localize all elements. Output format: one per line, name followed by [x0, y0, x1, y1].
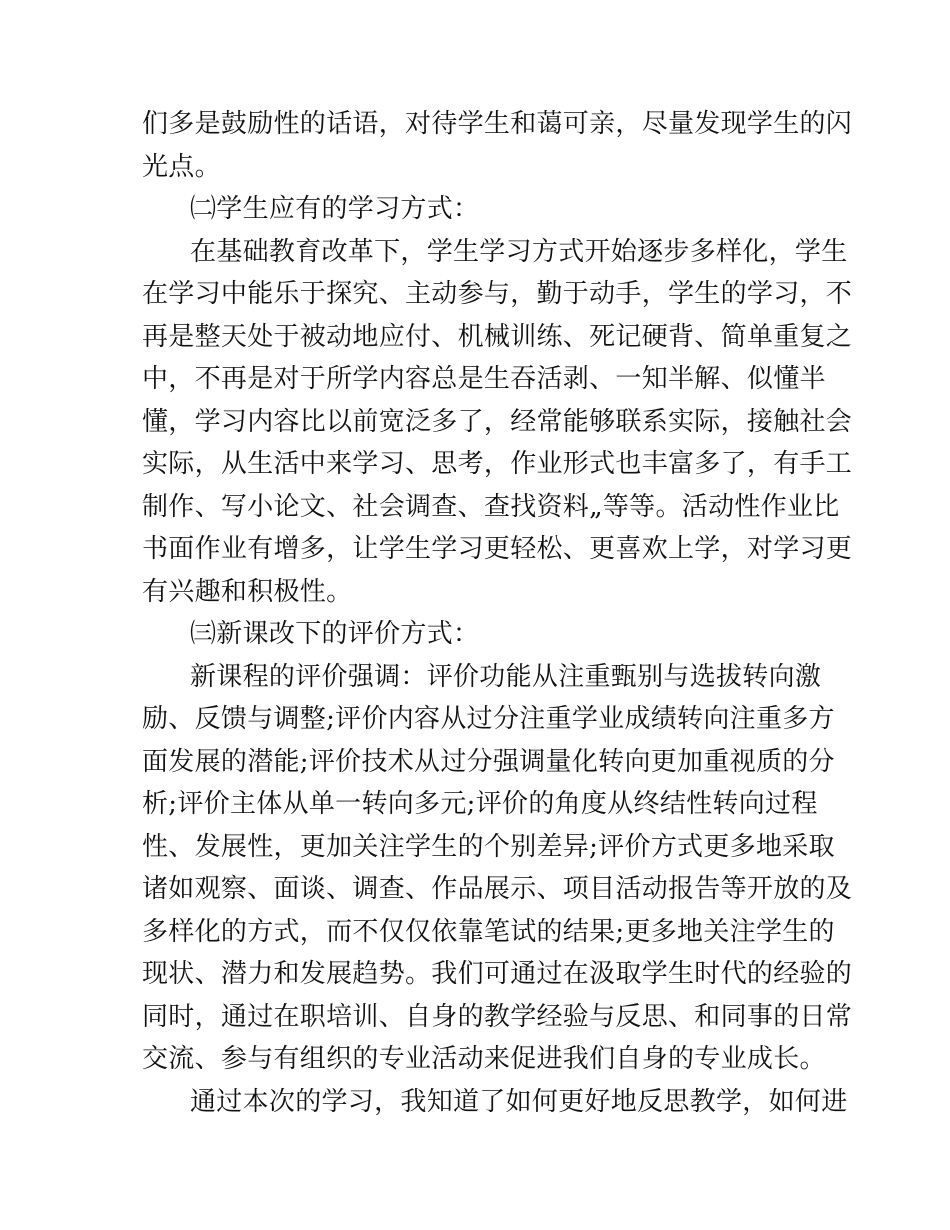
text-line: 通过本次的学习，我知道了如何更好地反思教学，如何进 [190, 1086, 848, 1117]
text-line: 析;评价主体从单一转向多元;评价的角度从终结性转向过程 [142, 789, 818, 819]
text-line: 在基础教育改革下，学生学习方式开始逐步多样化，学生 [190, 236, 848, 267]
text-line: 光点。 [142, 151, 221, 182]
text-line: 实际，从生活中来学习、思考，作业形式也丰富多了，有手工 [142, 449, 853, 479]
text-line: 懂，学习内容比以前宽泛多了，经常能够联系实际，接触社会 [142, 406, 853, 437]
text-line: 再是整天处于被动地应付、机械训练、死记硬背、简单重复之 [142, 321, 853, 352]
text-line: 在学习中能乐于探究、主动参与，勤于动手，学生的学习，不 [142, 279, 853, 309]
text-line: 励、反馈与调整;评价内容从过分注重学业成绩转向注重多方 [142, 704, 835, 734]
text-line: 同时，通过在职培训、自身的教学经验与反思、和同事的日常 [142, 1001, 853, 1032]
text-line: 诸如观察、面谈、调查、作品展示、项目活动报告等开放的及 [142, 874, 853, 904]
text-line: 现状、潜力和发展趋势。我们可通过在汲取学生时代的经验的 [142, 959, 853, 989]
text-line: 制作、写小论文、社会调查、查找资料„等等。活动性作业比 [142, 491, 840, 522]
text-line: 中，不再是对于所学内容总是生吞活剥、一知半解、似懂半 [142, 364, 826, 394]
text-line: ㈡学生应有的学习方式： [190, 194, 480, 224]
text-line: 面发展的潜能;评价技术从过分强调量化转向更加重视质的分 [142, 746, 835, 777]
text-line: 性、发展性，更加关注学生的个别差异;评价方式更多地采取 [142, 831, 835, 862]
text-line: 交流、参与有组织的专业活动来促进我们自身的专业成长。 [142, 1044, 826, 1074]
text-line: 们多是鼓励性的话语，对待学生和蔼可亲，尽量发现学生的闪 [142, 109, 853, 139]
document-body [142, 103, 853, 1123]
text-line: ㈢新课改下的评价方式： [190, 619, 480, 649]
text-line: 新课程的评价强调：评价功能从注重甄别与选拔转向激 [190, 661, 822, 692]
text-line: 有兴趣和积极性。 [142, 576, 353, 607]
text-line: 多样化的方式，而不仅仅依靠笔试的结果;更多地关注学生的 [142, 916, 835, 947]
text-line: 书面作业有增多，让学生学习更轻松、更喜欢上学，对学习更 [142, 534, 853, 564]
